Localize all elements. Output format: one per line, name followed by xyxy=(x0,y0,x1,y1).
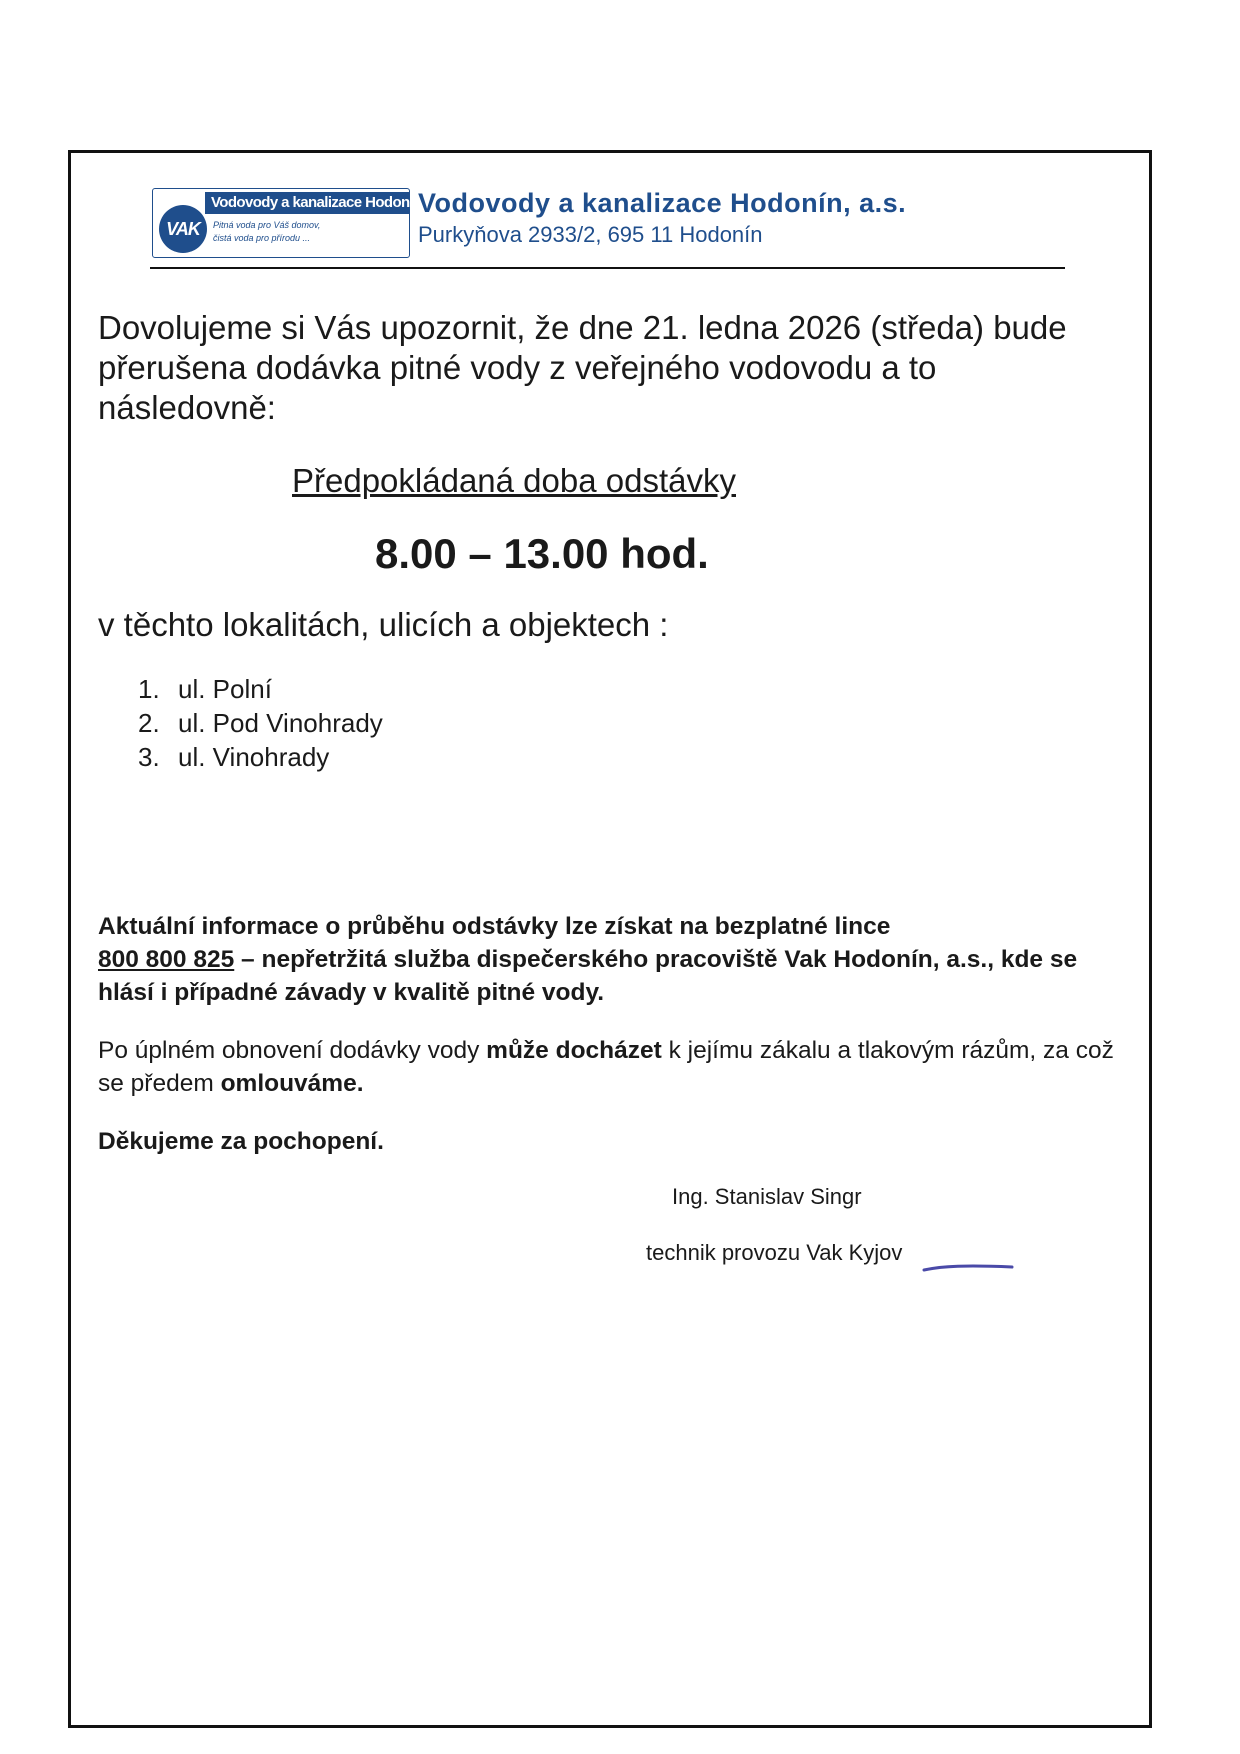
hotline-info-text: Aktuální informace o průběhu odstávky lze získat na bezplatné lince xyxy=(98,913,891,940)
list-item xyxy=(138,672,383,706)
street-list xyxy=(138,672,383,774)
list-item xyxy=(138,740,383,774)
street-name: ul. Vinohrady xyxy=(178,742,330,772)
logo-slogan xyxy=(213,219,320,245)
notice-intro: Dovolujeme si Vás upozornit, že dne 21. ledna 2026 (středa) bude přerušena dodávka pitné vody z veřejného vodovodu a to následovně: xyxy=(98,309,1067,426)
restore-text-2: k jejímu zákalu a tlakovým rázům, za což se předem xyxy=(98,1037,1114,1097)
outage-time: 8.00 – 13.00 hod. xyxy=(375,530,709,577)
logo-slogan-line-1: Pitná voda pro Váš domov, xyxy=(213,220,321,230)
restore-bold-1: může docházet xyxy=(486,1037,662,1064)
restore-notice xyxy=(98,1034,1128,1100)
signer-title: technik provozu Vak Kyjov xyxy=(646,1240,903,1265)
list-item-number: 3. xyxy=(138,742,160,772)
list-item-number: 1. xyxy=(138,674,160,704)
hotline-phone-number: 800 800 825 xyxy=(98,946,235,973)
restore-bold-2: omlouváme. xyxy=(220,1070,364,1097)
logo-name-bar: Vodovody a kanalizace Hodonín, a.s. xyxy=(205,192,409,214)
hotline-info-rest: – nepřetržitá služba dispečerského pracoviště Vak Hodonín, a.s., kde se hlásí i případné závady v kvalitě pitné vody. xyxy=(98,946,1078,1006)
locations-heading: v těchto lokalitách, ulicích a objektech : xyxy=(98,606,669,643)
company-name: Vodovody a kanalizace Hodonín, a.s. xyxy=(418,188,907,218)
handwritten-signature-stroke xyxy=(922,1262,1014,1276)
signer-name: Ing. Stanislav Singr xyxy=(672,1184,862,1209)
vak-logo-mark: VAK xyxy=(159,205,207,253)
street-name: ul. Polní xyxy=(178,674,272,704)
list-item xyxy=(138,706,383,740)
logo-slogan-line-2: čistá voda pro přírodu ... xyxy=(213,233,311,243)
duration-label: Předpokládaná doba odstávky xyxy=(292,462,736,499)
hotline-info xyxy=(98,910,1118,1009)
street-name: ul. Pod Vinohrady xyxy=(178,708,383,738)
header-divider xyxy=(150,267,1065,269)
list-item-number: 2. xyxy=(138,708,160,738)
company-address: Purkyňova 2933/2, 695 11 Hodonín xyxy=(418,222,763,247)
restore-text-1: Po úplném obnovení dodávky vody xyxy=(98,1037,487,1064)
company-logo xyxy=(152,188,452,258)
thanks-text: Děkujeme za pochopení. xyxy=(98,1128,384,1155)
